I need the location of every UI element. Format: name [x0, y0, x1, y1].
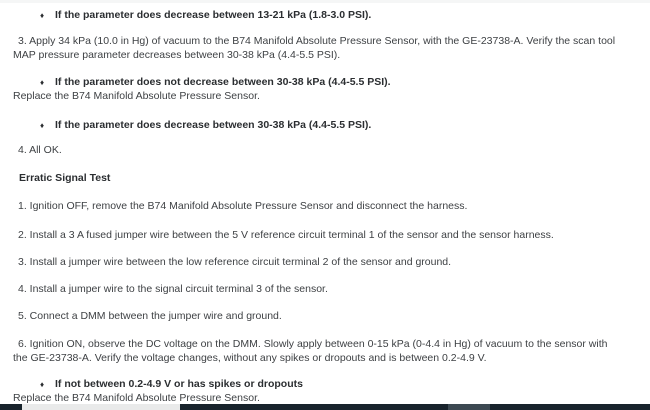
horizontal-scrollbar-thumb-secondary[interactable] — [448, 404, 490, 410]
condition-bullet-item — [0, 118, 650, 132]
procedure-step — [0, 143, 650, 157]
procedure-step — [0, 309, 650, 323]
condition-text: If the parameter does decrease between 30-38 kPa (4.4-5.5 PSI). — [55, 119, 372, 131]
diamond-bullet-icon: ♦ — [40, 121, 45, 130]
step-text-line: the GE-23738-A. Verify the voltage changes, without any spikes or dropouts and is between 0.2-4.9 V. — [13, 352, 487, 364]
condition-text: If the parameter does not decrease between 30-38 kPa (4.4-5.5 PSI). — [55, 76, 391, 88]
procedure-step — [0, 199, 650, 213]
procedure-document — [0, 5, 650, 405]
section-heading: Erratic Signal Test — [19, 172, 111, 184]
step-text-line: 1. Ignition OFF, remove the B74 Manifold Absolute Pressure Sensor and disconnect the harness. — [18, 200, 468, 212]
step-text-line: MAP pressure parameter decreases between 30-38 kPa (4.4-5.5 PSI). — [13, 49, 341, 61]
procedure-step — [0, 34, 650, 62]
diamond-bullet-icon: ♦ — [40, 78, 45, 87]
condition-bullet-item — [0, 377, 650, 391]
procedure-step — [0, 282, 650, 296]
corrective-action-text: Replace the B74 Manifold Absolute Pressure Sensor. — [13, 90, 260, 102]
step-text-line: 4. Install a jumper wire to the signal circuit terminal 3 of the sensor. — [18, 283, 328, 295]
horizontal-scrollbar-track[interactable] — [0, 404, 650, 410]
step-text-line: 5. Connect a DMM between the jumper wire and ground. — [18, 310, 282, 322]
step-text-line: 6. Ignition ON, observe the DC voltage on the DMM. Slowly apply between 0-15 kPa (0-4.4 in Hg) of vacuum to the sensor with — [18, 338, 608, 350]
step-text-line: 3. Apply 34 kPa (10.0 in Hg) of vacuum to the B74 Manifold Absolute Pressure Sensor, with the GE-23738-A. Verify the scan tool — [18, 35, 616, 47]
condition-text: If the parameter does decrease between 13-21 kPa (1.8-3.0 PSI). — [55, 9, 372, 21]
procedure-step — [0, 255, 650, 269]
procedure-step — [0, 337, 650, 365]
condition-bullet-item — [0, 8, 650, 22]
procedure-step — [0, 228, 650, 242]
step-text-line: 4. All OK. — [18, 144, 62, 156]
page-top-edge — [0, 0, 650, 3]
corrective-action-text: Replace the B74 Manifold Absolute Pressure Sensor. — [13, 392, 260, 404]
condition-bullet-item — [0, 75, 650, 89]
step-text-line: 2. Install a 3 A fused jumper wire between the 5 V reference circuit terminal 1 of the sensor and the sensor harness. — [18, 229, 554, 241]
horizontal-scrollbar-thumb[interactable] — [22, 404, 180, 410]
condition-text: If not between 0.2-4.9 V or has spikes or dropouts — [55, 378, 303, 390]
diamond-bullet-icon: ♦ — [40, 11, 45, 20]
diamond-bullet-icon: ♦ — [40, 380, 45, 389]
step-text-line: 3. Install a jumper wire between the low reference circuit terminal 2 of the sensor and ground. — [18, 256, 452, 268]
